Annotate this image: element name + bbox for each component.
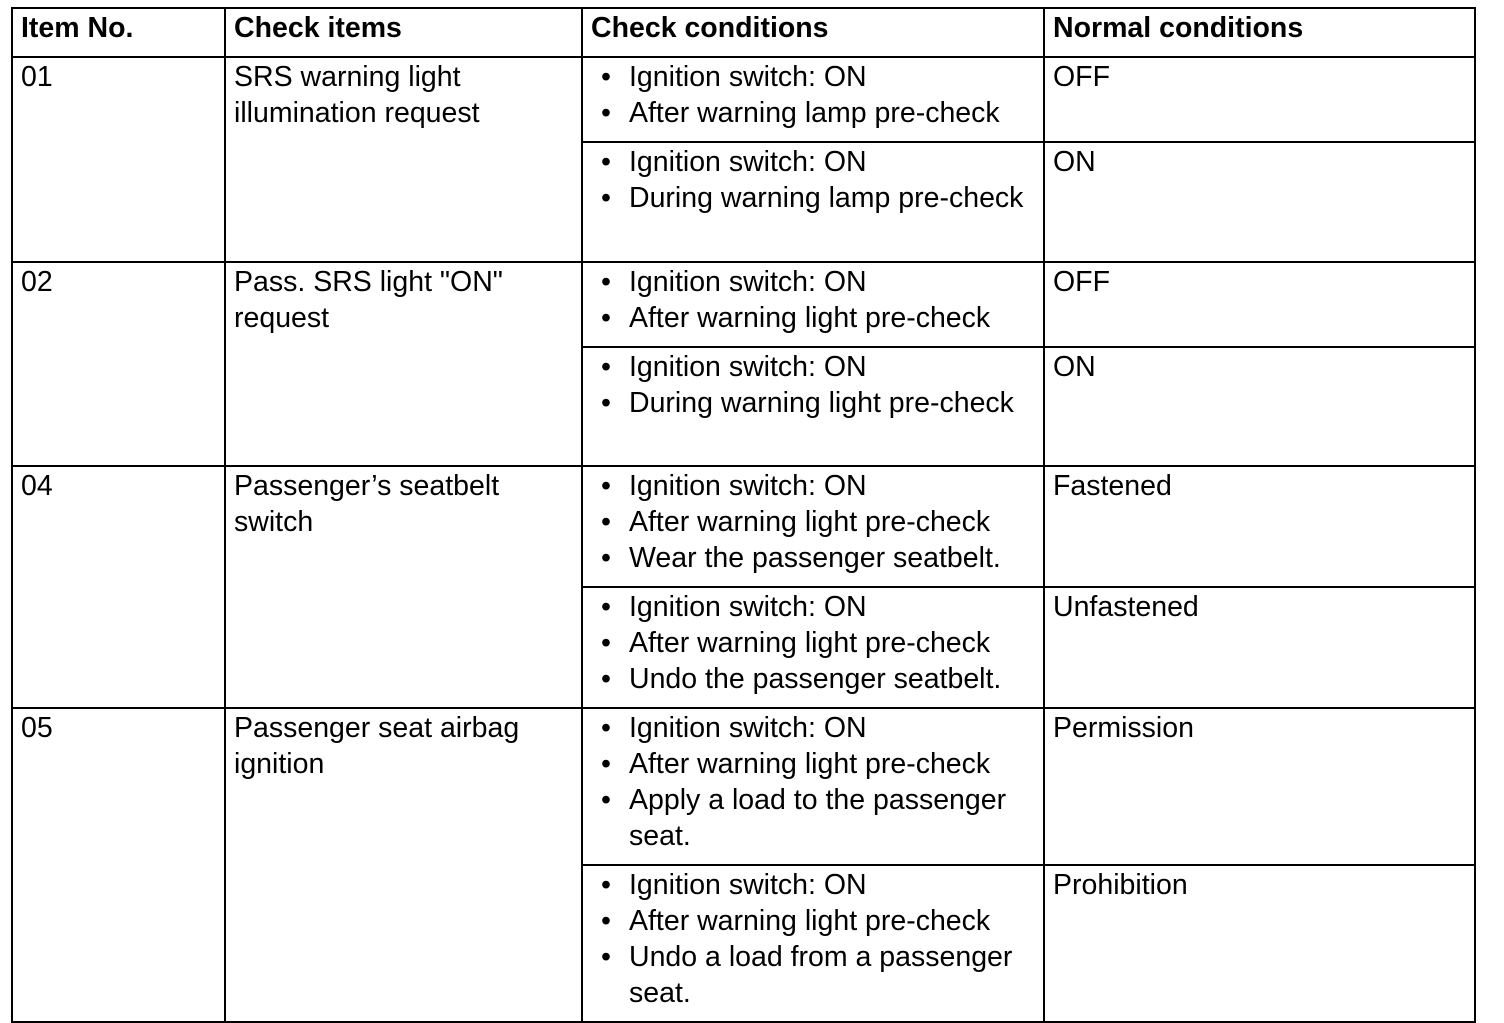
condition-list [591, 264, 1035, 336]
condition-list [591, 59, 1035, 131]
check-conditions-cell [582, 708, 1044, 865]
item-no-cell: 05 [12, 708, 225, 1022]
header-item-no: Item No. [12, 8, 225, 57]
normal-condition-cell: Permission [1044, 708, 1475, 865]
table-row [12, 57, 1475, 142]
condition-list [591, 589, 1035, 697]
header-row [12, 8, 1475, 57]
table-row [12, 466, 1475, 587]
header-check-items: Check items [225, 8, 582, 57]
normal-condition-cell: ON [1044, 347, 1475, 466]
check-conditions-cell [582, 262, 1044, 347]
condition-list [591, 349, 1035, 421]
condition-item: • During warning lamp pre-check [591, 180, 1035, 216]
condition-list [591, 468, 1035, 576]
condition-item: • Wear the passenger seatbelt. [591, 540, 1035, 576]
condition-item: • Ignition switch: ON [591, 349, 1035, 385]
item-no-cell: 01 [12, 57, 225, 262]
check-conditions-cell [582, 865, 1044, 1022]
condition-item: • Ignition switch: ON [591, 264, 1035, 300]
check-conditions-cell [582, 466, 1044, 587]
normal-condition-cell: Unfastened [1044, 587, 1475, 708]
normal-condition-cell: OFF [1044, 57, 1475, 142]
condition-item: • Ignition switch: ON [591, 867, 1035, 903]
check-conditions-cell [582, 587, 1044, 708]
check-item-cell: Passenger seat airbag ignition [225, 708, 582, 1022]
table-row [12, 708, 1475, 865]
check-item-cell: SRS warning light illumination request [225, 57, 582, 262]
header-normal-conditions: Normal conditions [1044, 8, 1475, 57]
item-no-cell: 04 [12, 466, 225, 708]
condition-item: • After warning light pre-check [591, 746, 1035, 782]
condition-item: • After warning light pre-check [591, 300, 1035, 336]
check-item-cell: Pass. SRS light "ON" request [225, 262, 582, 466]
condition-item: • Ignition switch: ON [591, 59, 1035, 95]
check-conditions-cell [582, 347, 1044, 466]
condition-item: • Ignition switch: ON [591, 589, 1035, 625]
check-table [11, 7, 1476, 1023]
table-body [12, 57, 1475, 1022]
condition-item: • After warning light pre-check [591, 625, 1035, 661]
condition-item: • Undo the passenger seatbelt. [591, 661, 1035, 697]
check-conditions-cell [582, 57, 1044, 142]
normal-condition-cell: OFF [1044, 262, 1475, 347]
condition-item: • After warning light pre-check [591, 504, 1035, 540]
condition-item: • During warning light pre-check [591, 385, 1035, 421]
condition-list [591, 710, 1035, 854]
condition-list [591, 867, 1035, 1011]
condition-list [591, 144, 1035, 216]
normal-condition-cell: ON [1044, 142, 1475, 262]
condition-item: • After warning lamp pre-check [591, 95, 1035, 131]
check-conditions-cell [582, 142, 1044, 262]
condition-item: • Apply a load to the passenger seat. [591, 782, 1035, 854]
condition-item: • Ignition switch: ON [591, 468, 1035, 504]
table-row [12, 262, 1475, 347]
normal-condition-cell: Fastened [1044, 466, 1475, 587]
check-item-cell: Passenger’s seatbelt switch [225, 466, 582, 708]
item-no-cell: 02 [12, 262, 225, 466]
condition-item: • Ignition switch: ON [591, 144, 1035, 180]
header-check-conditions: Check conditions [582, 8, 1044, 57]
condition-item: • Undo a load from a passenger seat. [591, 939, 1035, 1011]
condition-item: • After warning light pre-check [591, 903, 1035, 939]
normal-condition-cell: Prohibition [1044, 865, 1475, 1022]
condition-item: • Ignition switch: ON [591, 710, 1035, 746]
